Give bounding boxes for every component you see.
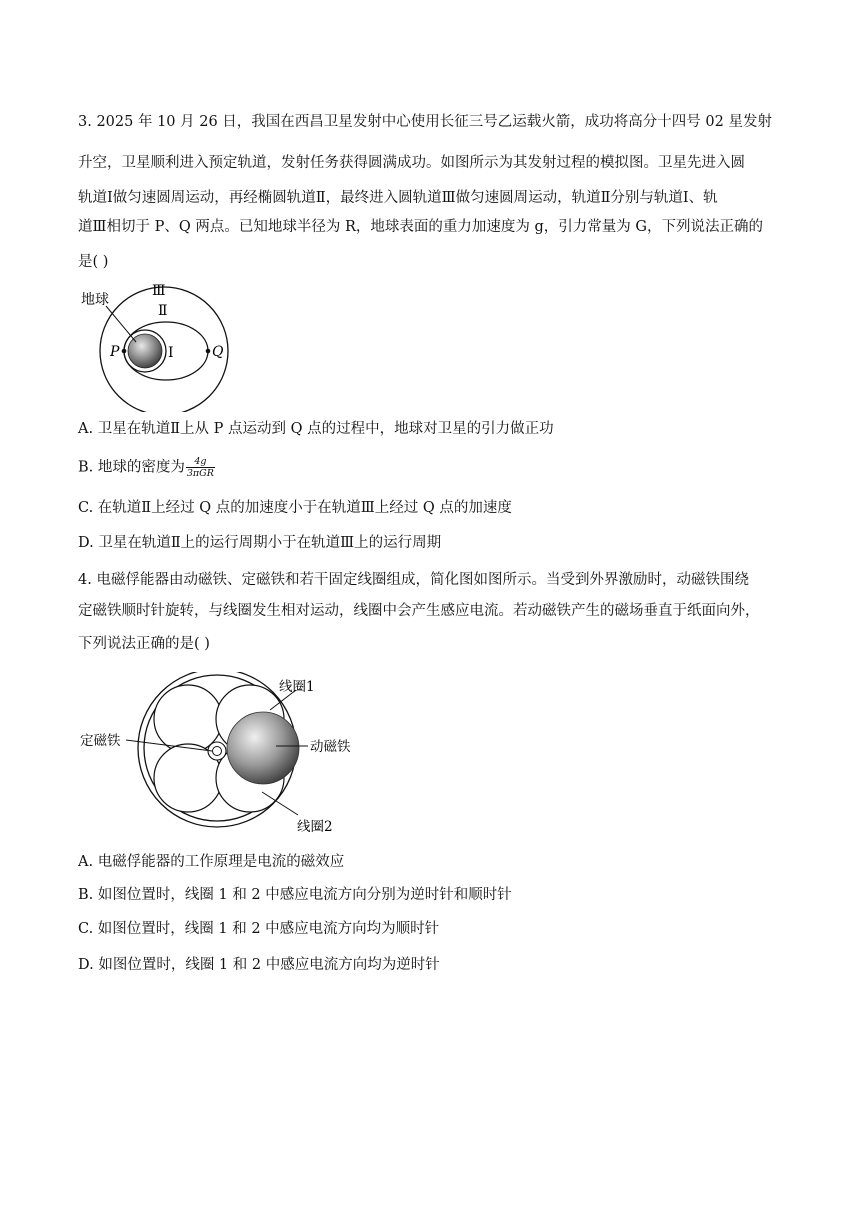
q3-option-a: A. 卫星在轨道Ⅱ上从 P 点运动到 Q 点的过程中，地球对卫星的引力做正功 — [78, 421, 554, 437]
q3-option-b — [78, 456, 796, 479]
q3-line-1: 3. 2025 年 10 月 26 日，我国在西昌卫星发射中心使用长征三号乙运载火箭，成功将高分十四号 02 星发射 — [78, 114, 772, 130]
q3-option-d: D. 卫星在轨道Ⅱ上的运行周期小于在轨道Ⅲ上的运行周期 — [78, 535, 442, 551]
q4-line-3: 下列说法正确的是( ) — [78, 636, 210, 652]
coil-1-label: 线圈1 — [279, 679, 315, 695]
fraction-denominator: 3πGR — [186, 468, 214, 479]
coil-top-left — [154, 685, 222, 753]
q3-option-b-text: B. 地球的密度为 — [78, 459, 185, 476]
q3-line-3: 轨道Ⅰ做匀速圆周运动，再经椭圆轨道Ⅱ，最终进入圆轨道Ⅲ做匀速圆周运动，轨道Ⅱ分别与轨道Ⅰ、轨 — [78, 190, 718, 206]
moving-magnet-label: 动磁铁 — [310, 739, 351, 755]
q4-option-a: A. 电磁俘能器的工作原理是电流的磁效应 — [78, 854, 345, 870]
coil-2-label: 线圈2 — [297, 819, 333, 835]
q4-option-d: D. 如图位置时，线圈 1 和 2 中感应电流方向均为逆时针 — [78, 957, 440, 973]
earth-label: 地球 — [81, 292, 109, 308]
q4-line-2: 定磁铁顺时针旋转，与线圈发生相对运动，线圈中会产生感应电流。若动磁铁产生的磁场垂直于纸面向外， — [78, 603, 760, 619]
orbit-3-label: Ⅲ — [152, 283, 166, 299]
density-fraction — [186, 456, 215, 479]
q4-option-c: C. 如图位置时，线圈 1 和 2 中感应电流方向均为顺时针 — [78, 921, 440, 937]
q4-line-1: 4. 电磁俘能器由动磁铁、定磁铁和若干固定线圈组成，简化图如图所示。当受到外界激励时，动磁铁围绕 — [78, 572, 749, 588]
earth-pointer-line — [106, 306, 136, 342]
q3-option-c: C. 在轨道Ⅱ上经过 Q 点的加速度小于在轨道Ⅲ上经过 Q 点的加速度 — [78, 500, 512, 516]
orbit-figure — [78, 272, 248, 412]
fixed-magnet-label: 定磁铁 — [80, 733, 121, 749]
q3-line-5: 是( ) — [78, 254, 109, 270]
point-q-label: Q — [212, 344, 224, 360]
fixed-magnet — [213, 747, 222, 756]
q4-option-b: B. 如图位置时，线圈 1 和 2 中感应电流方向分别为逆时针和顺时针 — [78, 887, 512, 903]
point-q-dot — [206, 349, 211, 354]
point-p-dot — [122, 349, 127, 354]
energy-harvester-figure — [78, 672, 378, 840]
q3-line-2: 升空，卫星顺利进入预定轨道，发射任务获得圆满成功。如图所示为其发射过程的模拟图。卫星先进入圆 — [78, 155, 745, 171]
fraction-numerator: 4g — [186, 456, 215, 468]
point-p-label: P — [110, 344, 120, 360]
orbit-2-label: Ⅱ — [158, 303, 168, 319]
q3-line-4: 道Ⅲ相切于 P、Q 两点。已知地球半径为 R，地球表面的重力加速度为 g，引力常量为 G，下列说法正确的 — [78, 219, 763, 235]
moving-magnet — [227, 712, 299, 784]
orbit-1-label: Ⅰ — [168, 345, 174, 361]
